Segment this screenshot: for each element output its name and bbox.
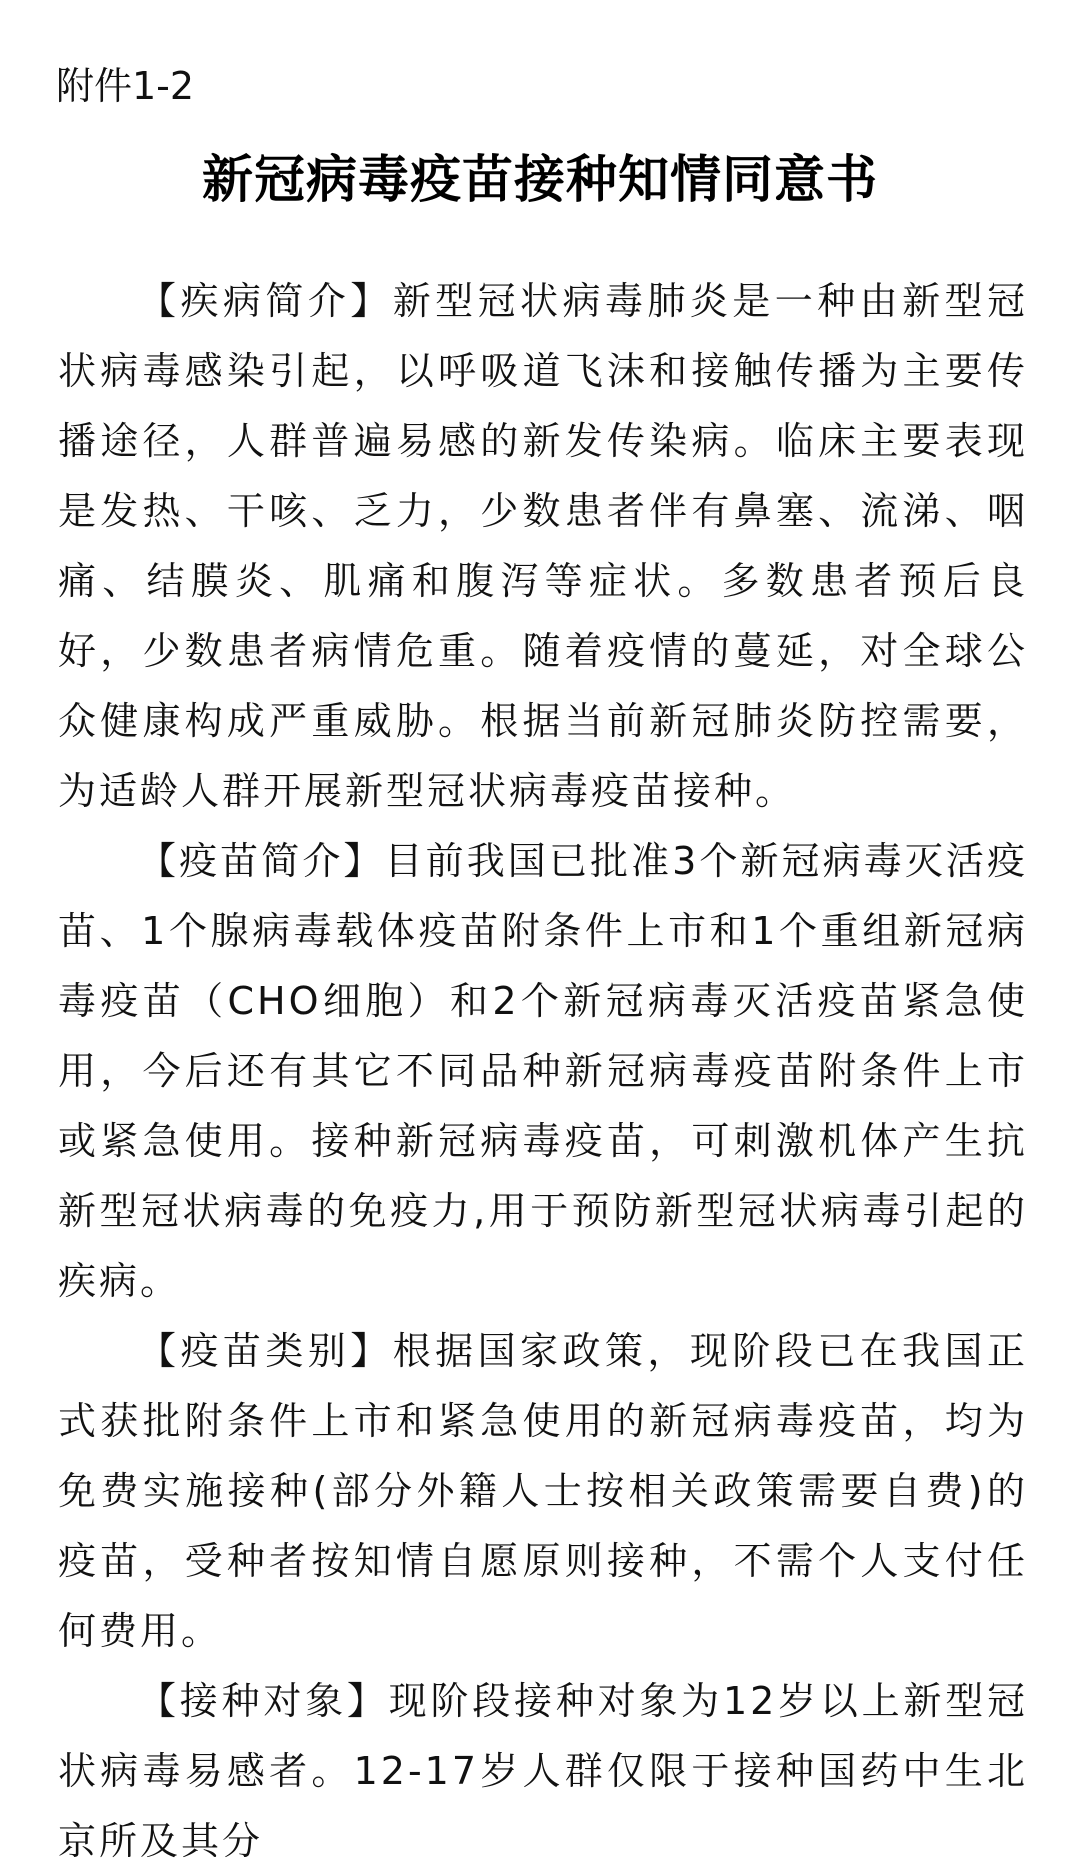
- paragraph-disease-intro: 【疾病简介】新型冠状病毒肺炎是一种由新型冠状病毒感染引起，以呼吸道飞沫和接触传播为主要传播途径，人群普遍易感的新发传染病。临床主要表现是发热、干咳、乏力，少数患者伴有鼻塞、流涕、咽痛、结膜炎、肌痛和腹泻等症状。多数患者预后良好，少数患者病情危重。随着疫情的蔓延，对全球公众健康构成严重威胁。根据当前新冠肺炎防控需要，为适龄人群开展新型冠状病毒疫苗接种。: [58, 279, 1028, 813]
- document-body: [58, 266, 1028, 1876]
- paragraph-vaccine-intro: 【疫苗简介】目前我国已批准3个新冠病毒灭活疫苗、1个腺病毒载体疫苗附条件上市和1个重组新冠病毒疫苗（CHO细胞）和2个新冠病毒灭活疫苗紧急使用，今后还有其它不同品种新冠病毒疫苗附条件上市或紧急使用。接种新冠病毒疫苗，可刺激机体产生抗新型冠状病毒的免疫力,用于预防新型冠状病毒引起的疾病。: [58, 839, 1028, 1303]
- attachment-label: 附件1-2: [56, 64, 195, 108]
- paragraph-vaccine-category: 【疫苗类别】根据国家政策，现阶段已在我国正式获批附条件上市和紧急使用的新冠病毒疫苗，均为免费实施接种(部分外籍人士按相关政策需要自费)的疫苗，受种者按知情自愿原则接种，不需个人支付任何费用。: [58, 1329, 1028, 1653]
- paragraph-vaccination-target: 【接种对象】现阶段接种对象为12岁以上新型冠状病毒易感者。12-17岁人群仅限于接种国药中生北京所及其分: [58, 1679, 1028, 1863]
- document-title: 新冠病毒疫苗接种知情同意书: [201, 150, 878, 210]
